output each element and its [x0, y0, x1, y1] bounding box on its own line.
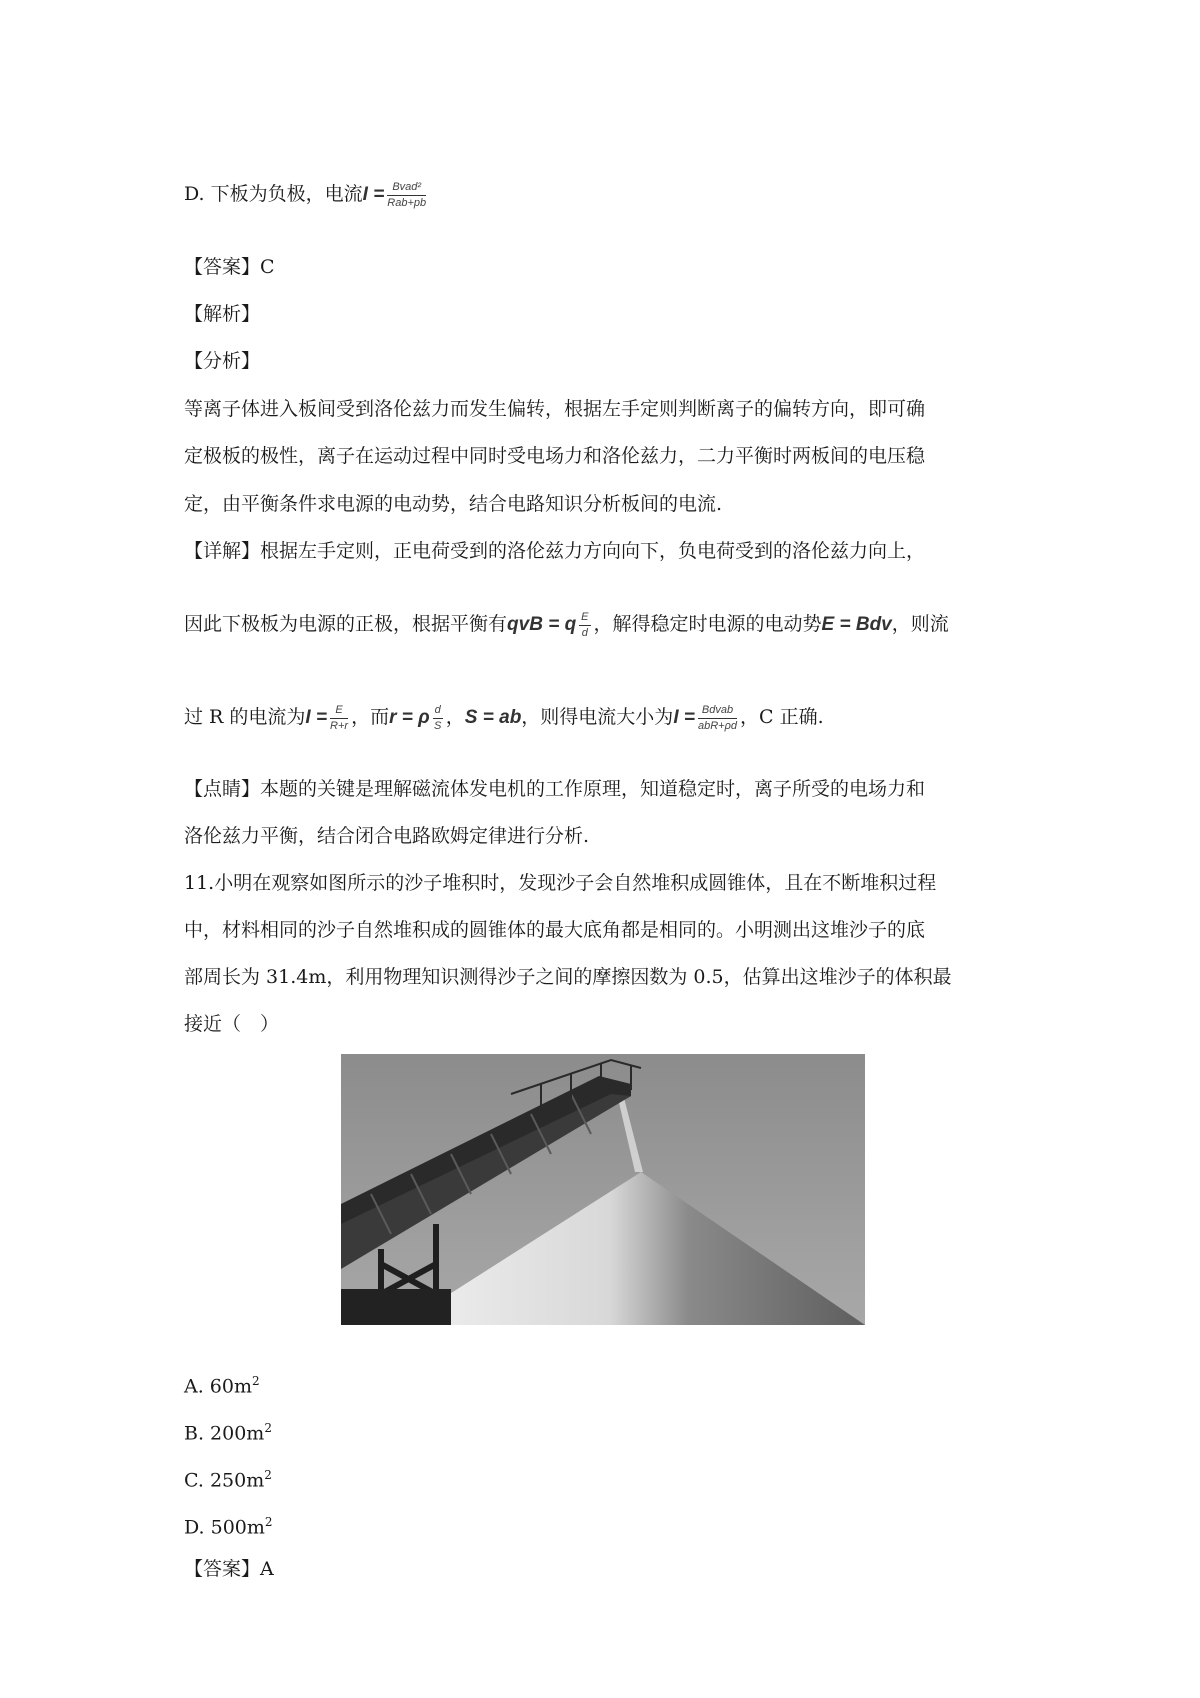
- option-b-superscript: 2: [264, 1421, 272, 1435]
- option-a-label: A. 60m: [184, 1375, 252, 1398]
- formula-fraction: [698, 705, 737, 732]
- fraction-numerator: Bvad²: [387, 182, 426, 196]
- fraction-numerator: E: [330, 705, 348, 719]
- detail-text: ，则得电流大小为: [521, 706, 674, 728]
- fraction-numerator: Bdvab: [698, 705, 737, 719]
- sand-pile-conveyor-photo-icon: [341, 1054, 865, 1325]
- option-b: [184, 1414, 272, 1447]
- option-d-label: D. 500m: [184, 1516, 265, 1539]
- fraction-denominator: Rab+pb: [387, 196, 427, 209]
- fraction-numerator: d: [433, 705, 443, 719]
- formula-current-lhs: I =: [362, 184, 385, 205]
- formula-fraction: [387, 182, 426, 209]
- formula-fraction: [330, 705, 348, 732]
- option-b-label: B. 200m: [184, 1422, 265, 1445]
- sand-pile-photo: [341, 1054, 865, 1325]
- detail-text: 过 R 的电流为: [184, 706, 306, 728]
- formula-emf: E = Bdv: [821, 614, 892, 635]
- fenxi-line-2: 定极板的极性，离子在运动过程中同时受电场力和洛伦兹力，二力平衡时两板间的电压稳: [184, 445, 926, 467]
- option-d-superscript: 2: [264, 1515, 273, 1529]
- detail-line-1: 【详解】根据左手定则，正电荷受到的洛伦兹力方向向下，负电荷受到的洛伦兹力向上，: [184, 540, 926, 562]
- question-11-line-2: 中，材料相同的沙子自然堆积成的圆锥体的最大底角都是相同的。小明测出这堆沙子的底: [184, 919, 926, 941]
- formula-force-balance: qvB = q: [507, 614, 577, 635]
- dianjing-line-1: 【点睛】本题的关键是理解磁流体发电机的工作原理，知道稳定时，离子所受的电场力和: [184, 778, 926, 800]
- detail-text: ，: [445, 706, 465, 728]
- option-a: [184, 1367, 260, 1400]
- answer-label: 【答案】C: [184, 256, 275, 278]
- formula-current-result: I =: [673, 707, 695, 728]
- detail-line-2: [184, 610, 949, 639]
- option-c-label: C. 250m: [184, 1469, 265, 1492]
- prev-option-d-text: D. 下板为负极，电流: [184, 183, 363, 205]
- question-11-line-1: 11.小明在观察如图所示的沙子堆积时，发现沙子会自然堆积成圆锥体，且在不断堆积过程: [184, 872, 937, 894]
- fenxi-line-1: 等离子体进入板间受到洛伦兹力而发生偏转，根据左手定则判断离子的偏转方向，即可确: [184, 398, 926, 420]
- question-11-line-3: 部周长为 31.4m，利用物理知识测得沙子之间的摩擦因数为 0.5，估算出这堆沙子的体积最: [184, 966, 952, 988]
- detail-text: ，C 正确.: [740, 706, 824, 728]
- option-d: [184, 1508, 273, 1541]
- detail-text: ，而: [351, 706, 390, 728]
- formula-current: I =: [305, 707, 328, 728]
- formula-fraction: [433, 705, 443, 732]
- fraction-denominator: R+r: [330, 719, 349, 732]
- fraction-numerator: E: [579, 612, 590, 626]
- prev-option-d: [184, 180, 429, 209]
- fenxi-heading: 【分析】: [184, 350, 261, 372]
- dianjing-line-2: 洛伦兹力平衡，结合闭合电路欧姆定律进行分析.: [184, 825, 590, 847]
- answer-label-2: 【答案】A: [184, 1558, 274, 1580]
- option-c-superscript: 2: [264, 1468, 272, 1482]
- detail-text: ，则流: [891, 613, 949, 635]
- detail-text: ，解得稳定时电源的电动势: [593, 613, 822, 635]
- fraction-denominator: d: [581, 626, 588, 639]
- analysis-heading: 【解析】: [184, 303, 261, 325]
- option-a-superscript: 2: [252, 1374, 260, 1388]
- formula-area: S = ab: [464, 707, 522, 728]
- formula-resistance: r = ρ: [389, 707, 430, 728]
- detail-text: 因此下极板为电源的正极，根据平衡有: [184, 613, 508, 635]
- option-c: [184, 1461, 272, 1494]
- fenxi-line-3: 定，由平衡条件求电源的电动势，结合电路知识分析板间的电流.: [184, 493, 723, 515]
- detail-line-3: [184, 703, 824, 732]
- fraction-denominator: S: [434, 719, 442, 732]
- fraction-denominator: abR+ρd: [697, 719, 737, 732]
- formula-fraction: [579, 612, 590, 639]
- question-11-line-4: 接近（ ）: [184, 1013, 280, 1035]
